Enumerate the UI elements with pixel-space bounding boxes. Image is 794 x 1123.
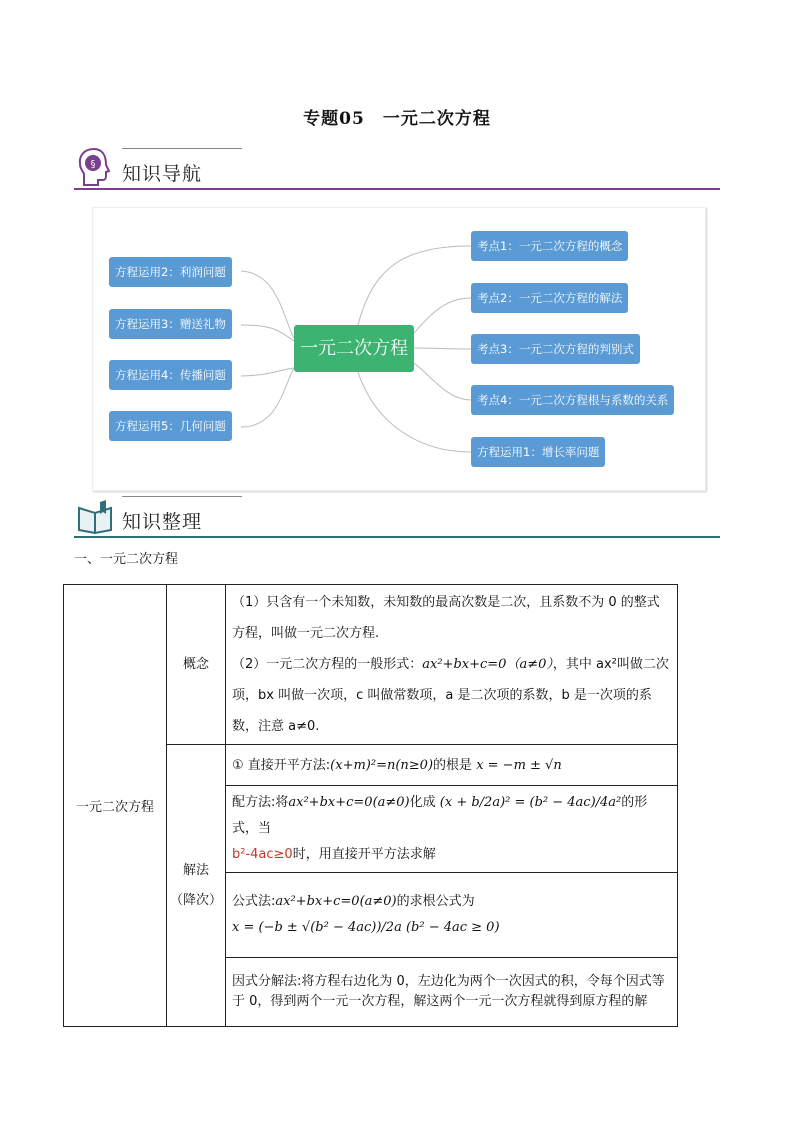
nav-section-header bbox=[74, 146, 720, 190]
svg-text:§: § bbox=[90, 159, 96, 170]
mindmap-right-node: 考点1：一元二次方程的概念 bbox=[471, 231, 628, 261]
mindmap-right-node: 考点3：一元二次方程的判别式 bbox=[471, 334, 640, 364]
org-section-label: 知识整理 bbox=[122, 511, 203, 533]
concept-text-2: （2）一元二次方程的一般形式：ax²+bx+c=0（a≠0），其中 ax²叫做二次项，bx 叫做一次项，c 叫做常数项，a 是二次项的系数，b 是一次项的系数，注意 a≠0. bbox=[232, 657, 669, 734]
nav-section-label: 知识导航 bbox=[122, 163, 203, 185]
mindmap-left-node: 方程运用5：几何问题 bbox=[109, 411, 232, 441]
mindmap-center-node: 一元二次方程 bbox=[294, 325, 414, 372]
mindmap-right-node: 方程运用1：增长率问题 bbox=[471, 437, 605, 467]
mind-map bbox=[92, 207, 706, 491]
mindmap-left-node: 方程运用4：传播问题 bbox=[109, 360, 232, 390]
concept-cell bbox=[226, 585, 678, 745]
discriminant-condition: b²-4ac≥0 bbox=[232, 847, 293, 862]
sqrt-root-formula: x = −m ± √n bbox=[476, 757, 562, 773]
quadratic-formula: x = (−b ± √(b² − 4ac))/2a (b² − 4ac ≥ 0) bbox=[232, 920, 500, 935]
method-label: 解法 bbox=[182, 862, 209, 878]
mindmap-left-node: 方程运用3：赠送礼物 bbox=[109, 309, 232, 339]
mindmap-right-node: 考点4：一元二次方程根与系数的关系 bbox=[471, 385, 674, 415]
method-label-sub: （降次） bbox=[169, 892, 222, 908]
method-complete-square-cell: 配方法:将ax²+bx+c=0(a≠0)化成 (x + b/2a)² = (b² − 4ac)/4a²的形式，当 b²-4ac≥0时，用直接开平方法求解 bbox=[226, 786, 678, 873]
row-header: 一元二次方程 bbox=[64, 585, 167, 1027]
page-title: 专题05 一元二次方程 bbox=[303, 109, 491, 129]
complete-square-formula: (x + b/2a)² = (b² − 4ac)/4a² bbox=[439, 795, 622, 810]
method-label-cell bbox=[167, 745, 226, 1027]
general-form-formula: ax²+bx+c=0（a≠0） bbox=[422, 657, 553, 672]
mindmap-left-node: 方程运用2：利润问题 bbox=[109, 257, 232, 287]
mindmap-right-node: 考点2：一元二次方程的解法 bbox=[471, 283, 628, 313]
concept-label: 概念 bbox=[167, 585, 226, 745]
knowledge-table bbox=[63, 584, 678, 1027]
open-book-icon bbox=[76, 500, 114, 534]
method-formula-cell: 公式法:ax²+bx+c=0(a≠0)的求根公式为 x = (−b ± √(b² − 4ac))/2a (b² − 4ac ≥ 0) bbox=[226, 873, 678, 958]
method-factor-cell: 因式分解法:将方程右边化为 0，左边化为两个一次因式的积，令每个因式等于 0，得到两个一元一次方程，解这两个一元一次方程就得到原方程的解 bbox=[226, 958, 678, 1027]
subheading: 一、一元二次方程 bbox=[74, 552, 179, 567]
org-section-header bbox=[74, 494, 720, 538]
brain-head-icon bbox=[76, 146, 112, 188]
concept-text-1: （1）只含有一个未知数，未知数的最高次数是二次，且系数不为 0 的整式方程，叫做一元二次方程. bbox=[232, 595, 660, 641]
method-sqrt-cell: ① 直接开平方法:(x+m)²=n(n≥0)的根是 x = −m ± √n bbox=[226, 745, 678, 786]
